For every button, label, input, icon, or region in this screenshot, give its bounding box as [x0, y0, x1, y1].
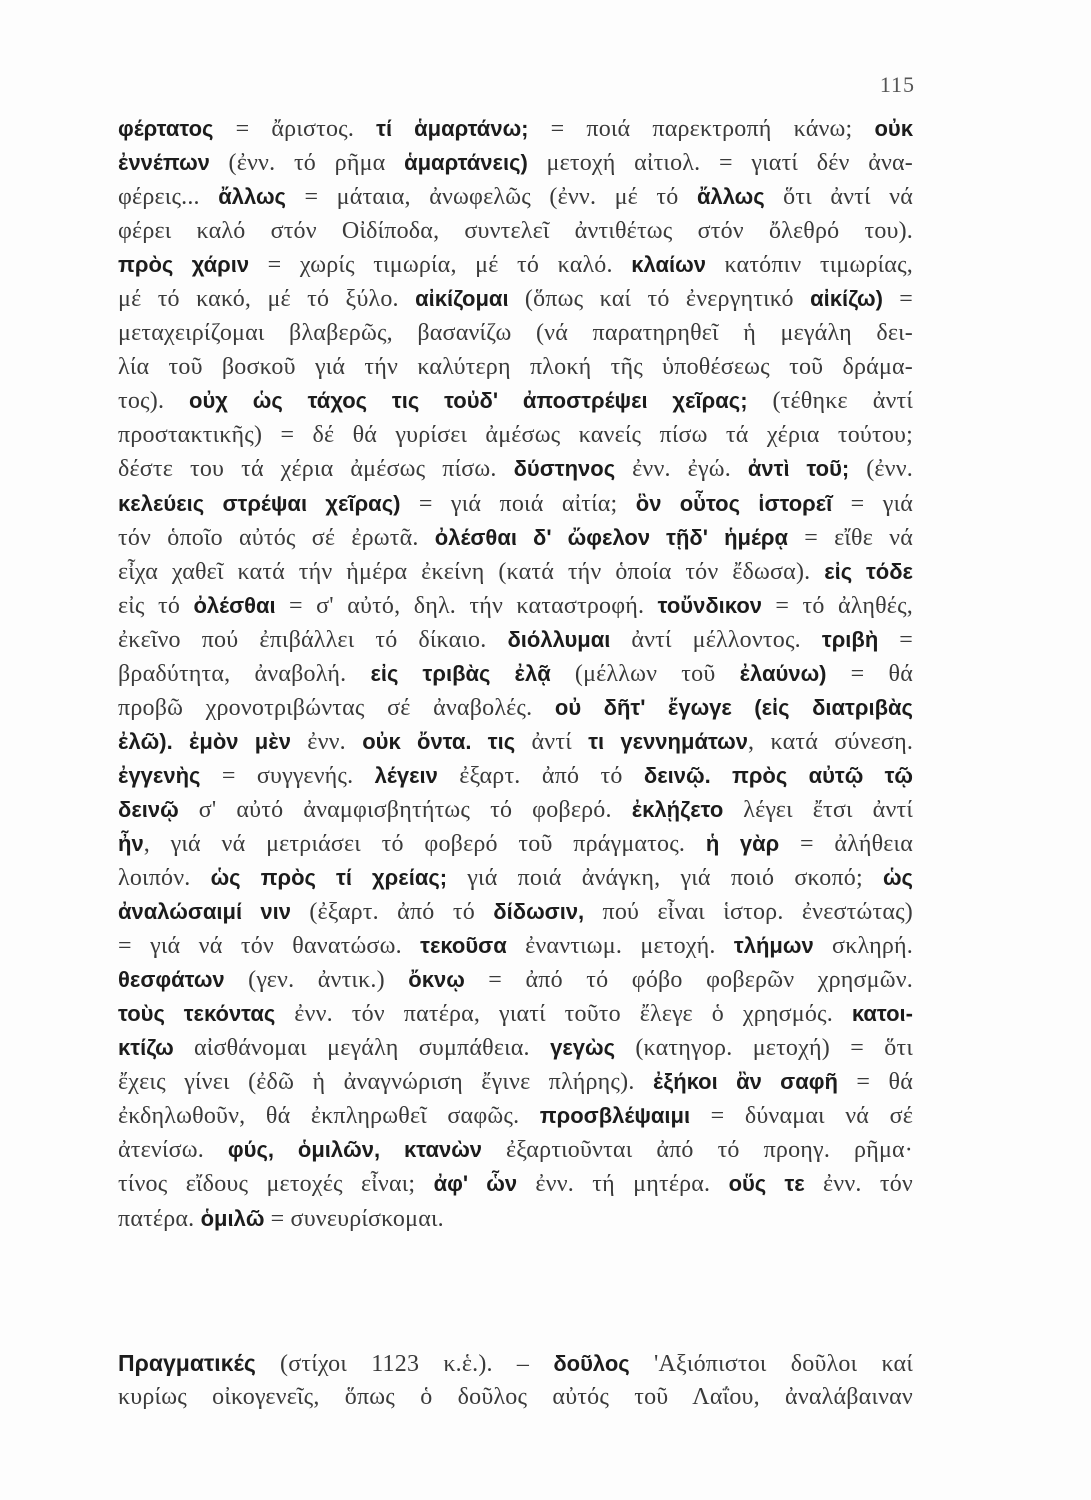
text-line — [118, 1099, 913, 1133]
lemma-term: ἐλαύνω) — [739, 660, 827, 686]
gloss-text: = ἄριστος. — [213, 116, 377, 142]
lemma-term: γεγὼς — [550, 1035, 616, 1061]
text-line — [118, 112, 913, 146]
text-line — [118, 1202, 913, 1236]
gloss-text: = σ' αὐτό, δηλ. τήν καταστροφή. — [275, 592, 658, 619]
text-line — [118, 1167, 913, 1201]
lemma-term: κτίζω — [118, 1035, 174, 1061]
gloss-text: πού εἶναι ἱστορ. ἐνεστώτας) — [584, 899, 913, 926]
lemma-term: δοῦλος — [553, 1351, 630, 1376]
gloss-text: ἀντί — [515, 728, 589, 755]
gloss-text: (ἐξαρτ. ἀπό τό — [290, 899, 494, 926]
gloss-text: ἐκεῖνο πού ἐπιβάλλει τό δίκαιο. — [118, 626, 508, 653]
gloss-text: (ἐνν. τό ρῆμα — [209, 150, 405, 177]
lemma-term: τί ἁμαρτάνω; — [376, 116, 529, 141]
text-line — [118, 997, 913, 1031]
section-title: Πραγματικές — [118, 1350, 256, 1376]
gloss-text: αἰσθάνομαι μεγάλη συμπάθεια. — [173, 1035, 551, 1062]
text-line — [118, 827, 913, 861]
gloss-text: = ἀλήθεια — [779, 830, 913, 857]
lemma-term: δεινῷ — [118, 796, 179, 822]
commentary-text — [118, 112, 913, 1236]
lemma-term: ὀλέσθαι δ' ὤφελον τῇδ' ἡμέρᾳ — [434, 524, 789, 550]
lemma-term: κατοι- — [851, 1001, 913, 1027]
lemma-term: οὐκ ὄντα. τις — [362, 728, 516, 754]
lemma-term: ἀφ' ὧν — [433, 1171, 518, 1197]
gloss-text: ἐξαρτ. ἀπό τό — [437, 762, 644, 789]
lemma-term: ὡς πρὸς τί χρείας; — [210, 865, 448, 891]
gloss-text: ἐνν. ἐγώ. — [615, 456, 748, 483]
lemma-term: αἰκίζομαι — [415, 286, 509, 312]
text-line — [118, 350, 913, 384]
text-line — [118, 487, 913, 521]
lemma-term: θεσφάτων — [118, 967, 225, 993]
gloss-text: ἐνν. τή μητέρα. — [517, 1171, 729, 1198]
lemma-term: δίδωσιν, — [493, 899, 585, 925]
gloss-text: γιά ποιά ἀνάγκη, γιά ποιό σκοπό; — [447, 865, 883, 892]
gloss-text: φέρεις... — [118, 184, 219, 211]
text-line — [118, 521, 913, 555]
gloss-text: ἀντί μέλλοντος. — [610, 626, 822, 653]
gloss-text: κυρίως οἰκογενεῖς, ὅπως ὁ δοῦλος αὐτός τοῦ Λαΐου, ἀναλάβαιναν — [118, 1384, 913, 1411]
text-line — [118, 1346, 913, 1380]
lemma-term: ὡς — [882, 865, 913, 891]
gloss-text: ἐναντιωμ. μετοχή. — [506, 933, 734, 960]
gloss-text: εἰς τό — [118, 592, 194, 619]
lemma-term: ἀναλώσαιμί νιν — [118, 899, 291, 925]
gloss-text: κατόπιν τιμωρίας, — [705, 252, 913, 279]
text-line — [118, 691, 913, 725]
text-line — [118, 963, 913, 997]
lemma-term: τλήμων — [733, 933, 814, 959]
lemma-term: οὐ δῆτ' ἔγωγε (εἰς διατριβὰς — [554, 694, 913, 720]
text-line — [118, 759, 913, 793]
lemma-term: ἐλῶ). ἐμὸν μὲν — [118, 728, 291, 754]
gloss-text: δέστε του τά χέρια ἀμέσως πίσω. — [118, 456, 514, 483]
lemma-term: ὄκνῳ — [408, 967, 465, 993]
gloss-text: ἀτενίσω. — [118, 1137, 228, 1164]
lemma-term: ἄλλως — [218, 184, 286, 210]
gloss-text: λία τοῦ βοσκοῦ γιά τήν καλύτερη πλοκή τῆς ὑποθέσεως τοῦ δράμα- — [118, 354, 913, 381]
text-line — [118, 1065, 913, 1099]
gloss-text: = μάταια, ἀνωφελῶς (ἐνν. μέ τό — [285, 184, 697, 211]
gloss-text: (ἐνν. — [849, 456, 913, 483]
gloss-text: = συνευρίσκομαι. — [264, 1205, 444, 1232]
gloss-text: (μέλλων τοῦ — [550, 660, 740, 687]
gloss-text: = — [882, 286, 913, 313]
gloss-text: ἔχεις γίνει (ἐδῶ ἡ ἀναγνώριση ἔγινε πλήρης). — [118, 1069, 653, 1096]
lemma-term: ἐγγενὴς — [118, 762, 201, 788]
lemma-term: προσβλέψαιμι — [539, 1103, 691, 1129]
gloss-text: (κατηγορ. μετοχή) = ὅτι — [615, 1035, 913, 1062]
lemma-term: εἰς τόδε — [824, 558, 913, 584]
gloss-text: 'Αξιόπιστοι δοῦλοι καί — [629, 1351, 913, 1377]
lemma-term: ἁμαρτάνεις) — [404, 150, 528, 176]
gloss-text: φέρει καλό στόν Οἰδίποδα, συντελεῖ ἀντιθέτως στόν ὄλεθρό του). — [118, 218, 913, 245]
gloss-text: , γιά νά μετριάσει τό φοβερό τοῦ πράγματος. — [143, 830, 706, 857]
text-line — [118, 214, 913, 248]
lemma-term: τι γεννημάτων — [588, 728, 748, 754]
gloss-text: πατέρα. — [118, 1205, 201, 1232]
gloss-text: μέ τό κακό, μέ τό ξύλο. — [118, 286, 416, 313]
lemma-term: δεινῷ. πρὸς αὐτῷ τῷ — [643, 762, 913, 788]
gloss-text: βραδύτητα, ἀναβολή. — [118, 660, 371, 687]
gloss-text: (τέθηκε ἀντί — [747, 388, 913, 415]
gloss-text: μετοχή αἰτιολ. = γιατί δέν ἀνα- — [527, 150, 913, 177]
gloss-text: λέγει ἔτσι ἀντί — [723, 796, 913, 823]
lemma-term: ἐκλῄζετο — [631, 796, 724, 822]
text-line — [118, 793, 913, 827]
gloss-text: ἐκδηλωθοῦν, θά ἐκπληρωθεῖ σαφῶς. — [118, 1103, 540, 1130]
gloss-text: = — [878, 626, 913, 653]
gloss-text: = θά — [837, 1069, 913, 1096]
lemma-term: δύστηνος — [513, 456, 616, 482]
gloss-text: = ἀπό τό φόβο φοβερῶν χρησμῶν. — [464, 967, 913, 994]
gloss-text: = χωρίς τιμωρία, μέ τό καλό. — [249, 252, 632, 279]
text-line — [118, 418, 913, 452]
gloss-text: λοιπόν. — [118, 865, 211, 892]
gloss-text: τίνος εἴδους μετοχές εἶναι; — [118, 1171, 434, 1198]
gloss-text: ἐνν. τόν πατέρα, γιατί τοῦτο ἔλεγε ὁ χρησμός. — [275, 1001, 852, 1028]
lemma-term: εἰς τριβὰς ἐλᾷ — [370, 660, 551, 686]
gloss-text: σκληρή. — [813, 933, 913, 960]
text-line — [118, 1133, 913, 1167]
text-line — [118, 555, 913, 589]
page-number: 115 — [879, 72, 915, 97]
lemma-term: ὃν οὗτος ἱστορεῖ — [635, 490, 833, 516]
lemma-term: κελεύεις στρέψαι χεῖρας) — [118, 490, 401, 516]
gloss-text: ἐνν. — [290, 728, 363, 755]
gloss-text: μεταχειρίζομαι βλαβερῶς, βασανίζω (νά παρατηρηθεῖ ἡ μεγάλη δει- — [118, 320, 913, 347]
gloss-text: = θά — [826, 660, 913, 687]
gloss-text: (γεν. ἀντικ.) — [224, 967, 409, 994]
lemma-term: κλαίων — [631, 252, 706, 278]
gloss-text: ὅτι ἀντί νά — [764, 184, 913, 211]
text-line — [118, 180, 913, 214]
text-line — [118, 895, 913, 929]
lemma-term: ἐννέπων — [118, 150, 210, 176]
gloss-text: , κατά σύνεση. — [748, 728, 913, 755]
gloss-text: = τό ἀληθές, — [762, 592, 913, 619]
lemma-term: ὁμιλῶ — [200, 1205, 265, 1231]
lemma-term: τοὺς τεκόντας — [118, 1001, 276, 1027]
lemma-term: οὐχ ὡς τάχος τις τοὐδ' ἀποστρέψει χεῖρας; — [189, 388, 748, 414]
lemma-term: οὕς τε — [728, 1171, 805, 1197]
section-pragmatikes — [118, 1346, 913, 1414]
text-line — [118, 316, 913, 350]
gloss-text: τόν ὁποῖο αὐτός σέ ἐρωτᾶ. — [118, 524, 435, 551]
text-line — [118, 725, 913, 759]
text-line — [118, 384, 913, 418]
lemma-term: ὀλέσθαι — [193, 592, 276, 618]
text-line — [118, 248, 913, 282]
gloss-text: = συγγενής. — [200, 762, 375, 789]
gloss-text: = δύναμαι νά σέ — [690, 1103, 913, 1130]
lemma-term: φύς, ὁμιλῶν, κτανὼν — [227, 1137, 483, 1163]
text-line — [118, 657, 913, 691]
gloss-text: (ὅπως καί τό ἐνεργητικό — [508, 286, 811, 313]
text-line — [118, 1031, 913, 1065]
gloss-text: = γιά — [832, 490, 913, 517]
lemma-term: ἡ γὰρ — [705, 830, 780, 856]
gloss-text: τος). — [118, 388, 190, 415]
text-line — [118, 452, 913, 486]
lemma-term: τοὔνδικον — [657, 592, 763, 618]
gloss-text: προβῶ χρονοτριβώντας σέ ἀναβολές. — [118, 694, 555, 721]
gloss-text: = εἴθε νά — [788, 524, 913, 551]
gloss-text: (στίχοι 1123 κ.ἑ.). – — [255, 1351, 554, 1377]
lemma-term: διόλλυμαι — [507, 626, 611, 652]
gloss-text: = γιά ποιά αἰτία; — [400, 490, 636, 517]
text-line — [118, 146, 913, 180]
lemma-term: ἄλλως — [696, 184, 765, 210]
text-line — [118, 1380, 913, 1414]
text-line — [118, 861, 913, 895]
gloss-text: ἐνν. τόν — [804, 1171, 913, 1198]
lemma-term: τριβὴ — [821, 626, 879, 652]
lemma-term: τεκοῦσα — [420, 933, 507, 959]
lemma-term: λέγειν — [374, 762, 438, 788]
lemma-term: ἀντὶ τοῦ; — [747, 456, 850, 482]
lemma-term: ἐξήκοι ἂν σαφῆ — [652, 1069, 838, 1095]
text-line — [118, 929, 913, 963]
gloss-text: σ' αὐτό ἀναμφισβητήτως τό φοβερό. — [178, 796, 632, 823]
lemma-term: φέρτατος — [118, 116, 214, 141]
gloss-text: προστακτικῆς) = δέ θά γυρίσει ἀμέσως κανείς πίσω τά χέρια τούτου; — [118, 422, 913, 449]
gloss-text: ἐξαρτιοῦνται ἀπό τό προηγ. ρῆμα· — [482, 1137, 913, 1164]
gloss-text: = ποιά παρεκτροπή κάνω; — [528, 116, 875, 142]
gloss-text: = γιά νά τόν θανατώσω. — [118, 933, 421, 960]
lemma-term: ἦν — [118, 830, 144, 856]
lemma-term: οὐκ — [874, 116, 913, 141]
text-line — [118, 589, 913, 623]
gloss-text: εἶχα χαθεῖ κατά τήν ἡμέρα ἐκείνη (κατά τήν ὁποία τόν ἔδωσα). — [118, 558, 825, 585]
lemma-term: αἰκίζω) — [810, 286, 883, 312]
lemma-term: πρὸς χάριν — [118, 252, 250, 278]
text-line — [118, 282, 913, 316]
text-line — [118, 623, 913, 657]
